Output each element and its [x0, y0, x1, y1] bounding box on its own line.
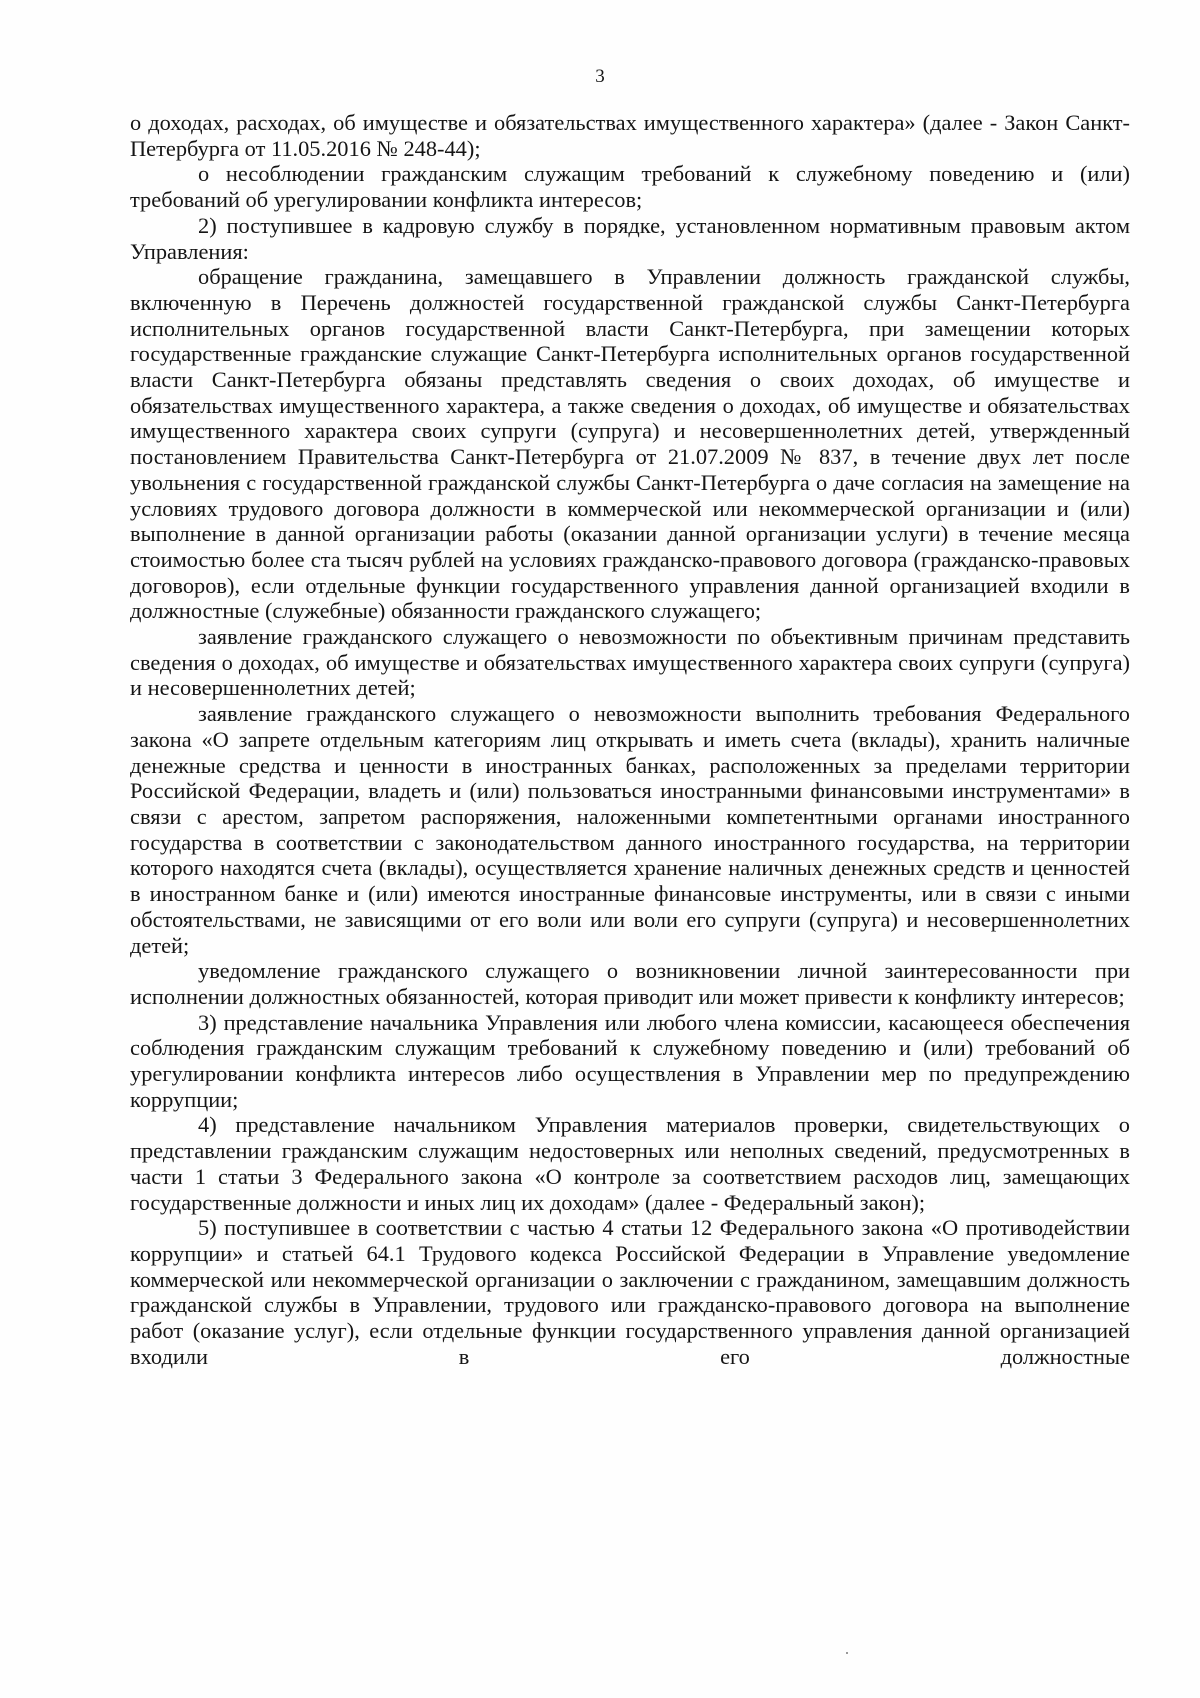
paragraph: 4) представление начальником Управления материалов проверки, свидетельствующих о представлении гражданским служащим недостоверных или неполных сведений, предусмотренных в части 1 статьи 3 Федерального закона «О контроле за соответствием расходов лиц, замещающих государственные должности и иных лиц их доходам» (далее - Федеральный закон);	[130, 1112, 1130, 1215]
paragraph: заявление гражданского служащего о невозможности по объективным причинам представить сведения о доходах, об имуществе и обязательствах имущественного характера своих супруги (супруга) и несовершеннолетних детей;	[130, 624, 1130, 701]
paragraph: о несоблюдении гражданским служащим требований к служебному поведению и (или) требований об урегулировании конфликта интересов;	[130, 161, 1130, 213]
paragraph: уведомление гражданского служащего о возникновении личной заинтересованности при исполнении должностных обязанностей, которая приводит или может привести к конфликту интересов;	[130, 958, 1130, 1009]
paragraph: обращение гражданина, замещавшего в Управлении должность гражданской службы, включенную в Перечень должностей государственной гражданской службы Санкт-Петербурга исполнительных органов государственной власти Санкт-Петербурга, при замещении которых государственные гражданские служащие Санкт-Петербурга исполнительных органов государственной власти Санкт-Петербурга обязаны представлять сведения о своих доходах, об имуществе и обязательствах имущественного характера, а также сведения о доходах, об имуществе и обязательствах имущественного характера своих супруги (супруга) и несовершеннолетних детей, утвержденный постановлением Правительства Санкт-Петербурга от 21.07.2009 № 837, в течение двух лет после увольнения с государственной гражданской службы Санкт-Петербурга о даче согласия на замещение на условиях трудового договора должности в коммерческой или некоммерческой организации и (или) выполнение в данной организации работы (оказании данной организации услуги) в течение месяца стоимостью более ста тысяч рублей на условиях гражданско-правового договора (гражданско-правовых договоров), если отдельные функции государственного управления данной организацией входили в должностные (служебные) обязанности гражданского служащего;	[130, 264, 1130, 624]
document-body	[130, 110, 1130, 1369]
page-number: 3	[595, 66, 605, 87]
paragraph: о доходах, расходах, об имуществе и обязательствах имущественного характера» (далее - Закон Санкт-Петербурга от 11.05.2016 № 248-44);	[130, 110, 1130, 161]
paragraph: заявление гражданского служащего о невозможности выполнить требования Федерального закона «О запрете отдельным категориям лиц открывать и иметь счета (вклады), хранить наличные денежные средства и ценности в иностранных банках, расположенных за пределами территории Российской Федерации, владеть и (или) пользоваться иностранными финансовыми инструментами» в связи с арестом, запретом распоряжения, наложенными компетентными органами иностранного государства в соответствии с законодательством данного иностранного государства, на территории которого находятся счета (вклады), осуществляется хранение наличных денежных средств и ценностей в иностранном банке и (или) имеются иностранные финансовые инструменты, или в связи с иными обстоятельствами, не зависящими от его воли или воли его супруги (супруга) и несовершеннолетних детей;	[130, 701, 1130, 958]
paragraph: 5) поступившее в соответствии с частью 4 статьи 12 Федерального закона «О противодействии коррупции» и статьей 64.1 Трудового кодекса Российской Федерации в Управление уведомление коммерческой или некоммерческой организации о заключении с гражданином, замещавшим должность гражданской службы в Управлении, трудового или гражданско-правового договора на выполнение работ (оказание услуг), если отдельные функции государственного управления данной организацией входили в его должностные	[130, 1215, 1130, 1369]
scan-speck	[846, 1652, 848, 1654]
paragraph: 3) представление начальника Управления или любого члена комиссии, касающееся обеспечения соблюдения гражданским служащим требований к служебному поведению и (или) требований об урегулировании конфликта интересов либо осуществления в Управлении мер по предупреждению коррупции;	[130, 1009, 1130, 1112]
paragraph: 2) поступившее в кадровую службу в порядке, установленном нормативным правовым актом Управления:	[130, 212, 1130, 264]
